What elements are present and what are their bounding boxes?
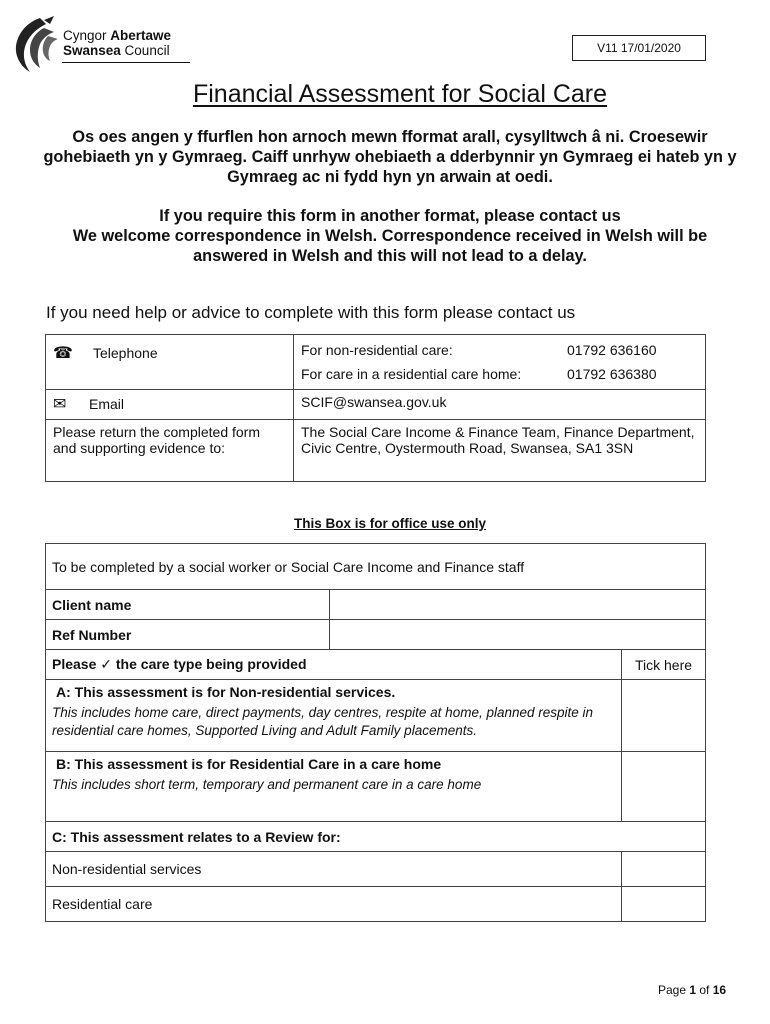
- tel-number-nonresidential[interactable]: 01792 636160: [567, 342, 657, 358]
- page-number: Page 1 of 16: [658, 983, 727, 997]
- email-value-cell: [294, 390, 706, 420]
- version-box: V11 17/01/2020: [572, 35, 706, 61]
- return-label: Please return the completed form and supporting evidence to:: [46, 420, 294, 482]
- client-name-row: [46, 590, 706, 620]
- telephone-icon: ☎: [53, 345, 73, 362]
- ref-number-field[interactable]: [330, 620, 706, 650]
- english-notice-line2: We welcome correspondence in Welsh. Correspondence received in Welsh will be answered in Welsh and this will not lead to a delay.: [72, 227, 708, 265]
- email-row: [46, 390, 706, 420]
- review-heading: C: This assessment relates to a Review for:: [46, 822, 706, 852]
- return-address: The Social Care Income & Finance Team, Finance Department, Civic Centre, Oystermouth Road, Swansea, SA1 3SN: [294, 420, 706, 482]
- option-a-tick-box[interactable]: [622, 680, 706, 752]
- option-a-row: [46, 680, 706, 752]
- option-a-description: This includes home care, direct payments, day centres, respite at home, planned respite in residential care homes, Supported Living and Adult Family placements.: [52, 705, 594, 738]
- review-row-nonresidential: [46, 852, 706, 887]
- english-notice-line1: If you require this form in another format, please contact us: [159, 207, 621, 225]
- return-address-row: [46, 420, 706, 482]
- office-use-heading: This Box is for office use only: [293, 516, 487, 531]
- logo-divider: [62, 62, 190, 63]
- office-use-table: [45, 543, 706, 922]
- review-item-nonresidential: Non-residential services: [46, 852, 622, 887]
- care-type-header-row: [46, 650, 706, 680]
- email-label-cell: [46, 390, 294, 420]
- telephone-label-cell: [46, 335, 294, 390]
- option-b-tick-box[interactable]: [622, 752, 706, 822]
- ref-number-label: Ref Number: [46, 620, 330, 650]
- option-b-title: B: This assessment is for Residential Care in a care home: [56, 756, 442, 772]
- council-name: Cyngor Abertawe Swansea Council: [63, 28, 172, 58]
- help-text: If you need help or advice to complete with this form please contact us: [46, 303, 576, 322]
- review-row-residential: [46, 887, 706, 922]
- option-b-row: [46, 752, 706, 822]
- checkmark-icon: ✓: [100, 656, 112, 672]
- telephone-label: Telephone: [93, 345, 158, 361]
- review-nonresidential-tick-box[interactable]: [622, 852, 706, 887]
- tick-here-header: Tick here: [622, 650, 706, 680]
- review-residential-tick-box[interactable]: [622, 887, 706, 922]
- office-intro: To be completed by a social worker or Social Care Income and Finance staff: [46, 544, 706, 590]
- care-type-prompt: Please ✓ the care type being provided: [46, 650, 622, 680]
- email-link[interactable]: SCIF@swansea.gov.uk: [301, 394, 447, 410]
- page-title: Financial Assessment for Social Care: [192, 80, 608, 108]
- telephone-row: [46, 335, 706, 390]
- tel-label-residential: For care in a residential care home:: [301, 366, 522, 382]
- option-a-cell: [46, 680, 622, 752]
- review-heading-row: [46, 822, 706, 852]
- contact-table: [45, 334, 706, 482]
- client-name-label: Client name: [46, 590, 330, 620]
- swansea-osprey-logo-icon: [10, 14, 62, 74]
- tel-label-nonresidential: For non-residential care:: [301, 342, 453, 358]
- option-b-cell: [46, 752, 622, 822]
- tel-number-residential[interactable]: 01792 636380: [567, 366, 657, 382]
- ref-number-row: [46, 620, 706, 650]
- review-item-residential: Residential care: [46, 887, 622, 922]
- office-intro-row: [46, 544, 706, 590]
- option-a-title: A: This assessment is for Non-residential services.: [56, 684, 396, 700]
- welsh-notice: Os oes angen y ffurflen hon arnoch mewn fformat arall, cysylltwch â ni. Croesewir gohebiaeth yn y Gymraeg. Caiff unrhyw ohebiaeth a dderbynnir yn Gymraeg ei hateb yn y Gymraeg ac ni fydd hyn yn arwain at oedi.: [43, 128, 737, 186]
- council-logo: [10, 14, 190, 74]
- option-b-description: This includes short term, temporary and permanent care in a care home: [52, 777, 482, 792]
- telephone-numbers-cell: [294, 335, 706, 390]
- client-name-field[interactable]: [330, 590, 706, 620]
- email-label: Email: [89, 396, 125, 412]
- english-notice: [40, 206, 740, 266]
- envelope-icon: ✉: [53, 396, 67, 413]
